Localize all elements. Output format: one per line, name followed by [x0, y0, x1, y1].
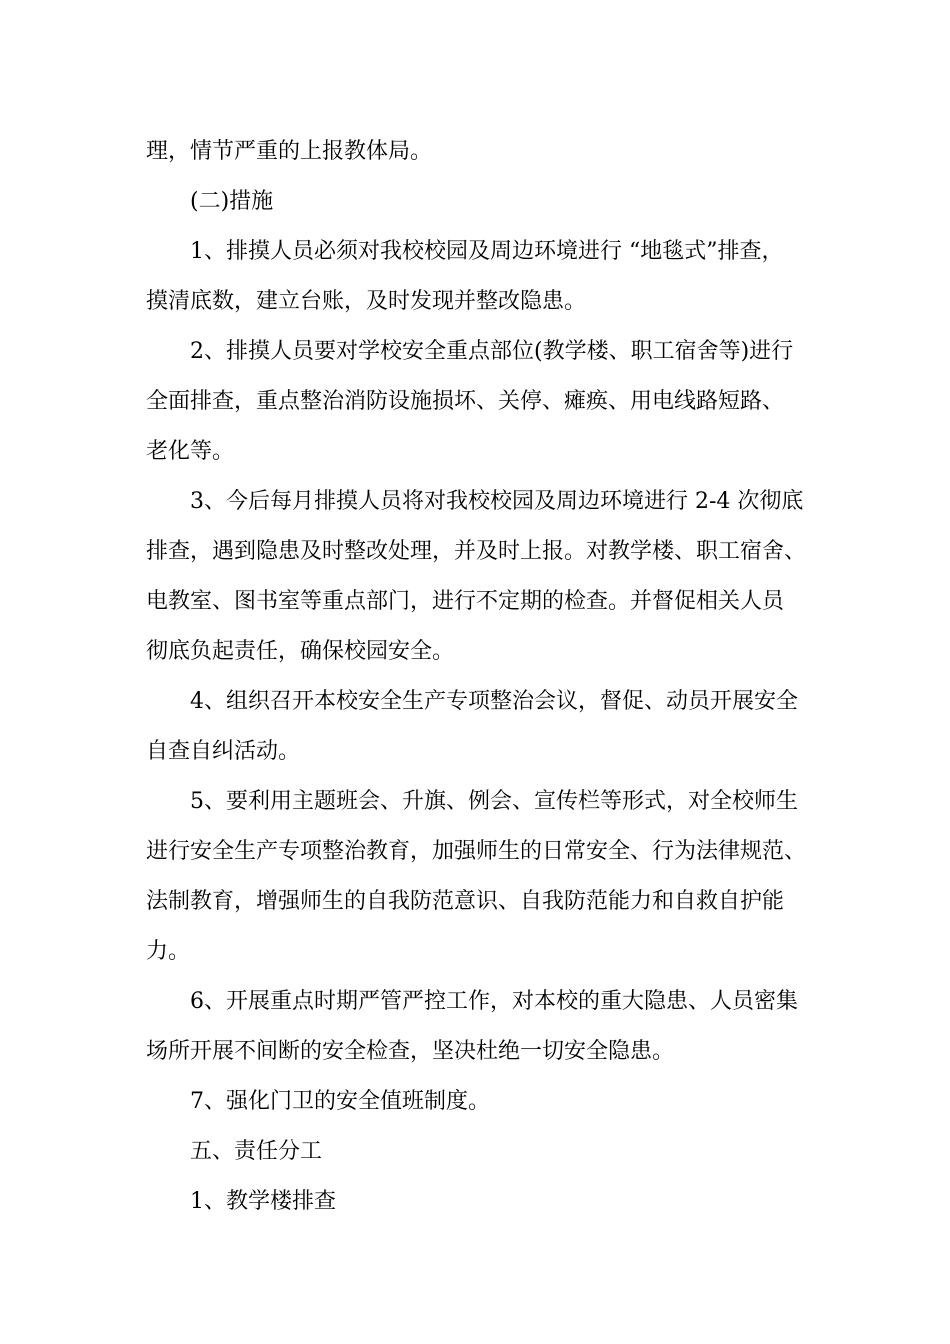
text-line: 场所开展不间断的安全检查，坚决杜绝一切安全隐患。 [146, 1039, 675, 1064]
text-line: 4、组织召开本校安全生产专项整治会议，督促、动员开展安全 [190, 689, 798, 714]
text-line: 3、今后每月排摸人员将对我校校园及周边环境进行 2-4 次彻底 [190, 489, 804, 514]
text-line: 7、强化门卫的安全值班制度。 [190, 1089, 490, 1114]
text-line: 电教室、图书室等重点部门，进行不定期的检查。并督促相关人员 [146, 589, 785, 614]
section-heading-responsibilities: 五、责任分工 [190, 1139, 323, 1164]
text-line: 彻底负起责任，确保校园安全。 [146, 639, 455, 664]
text-line: 1、教学楼排查 [190, 1189, 336, 1214]
text-line: 进行安全生产专项整治教育，加强师生的日常安全、行为法律规范、 [146, 839, 807, 864]
text-line: 2、排摸人员要对学校安全重点部位(教学楼、职工宿舍等)进行 [190, 339, 794, 364]
text-line: 摸清底数，建立台账，及时发现并整改隐患。 [146, 289, 587, 314]
text-line: 自查自纠活动。 [146, 739, 301, 764]
text-line: 6、开展重点时期严管严控工作，对本校的重大隐患、人员密集 [190, 989, 798, 1014]
text-line: 5、要利用主题班会、升旗、例会、宣传栏等形式，对全校师生 [190, 789, 798, 814]
text-line: 法制教育，增强师生的自我防范意识、自我防范能力和自救自护能 [146, 889, 785, 914]
section-heading-measures: (二)措施 [190, 189, 274, 214]
text-line: 力。 [146, 939, 191, 964]
text-line: 老化等。 [146, 439, 235, 464]
text-line: 全面排查，重点整治消防设施损坏、关停、瘫痪、用电线路短路、 [146, 389, 785, 414]
text-line: 理，情节严重的上报教体局。 [146, 139, 433, 164]
text-line: 1、排摸人员必须对我校校园及周边环境进行 “地毯式”排查， [190, 239, 784, 264]
text-line: 排查，遇到隐患及时整改处理，并及时上报。对教学楼、职工宿舍、 [146, 539, 807, 564]
